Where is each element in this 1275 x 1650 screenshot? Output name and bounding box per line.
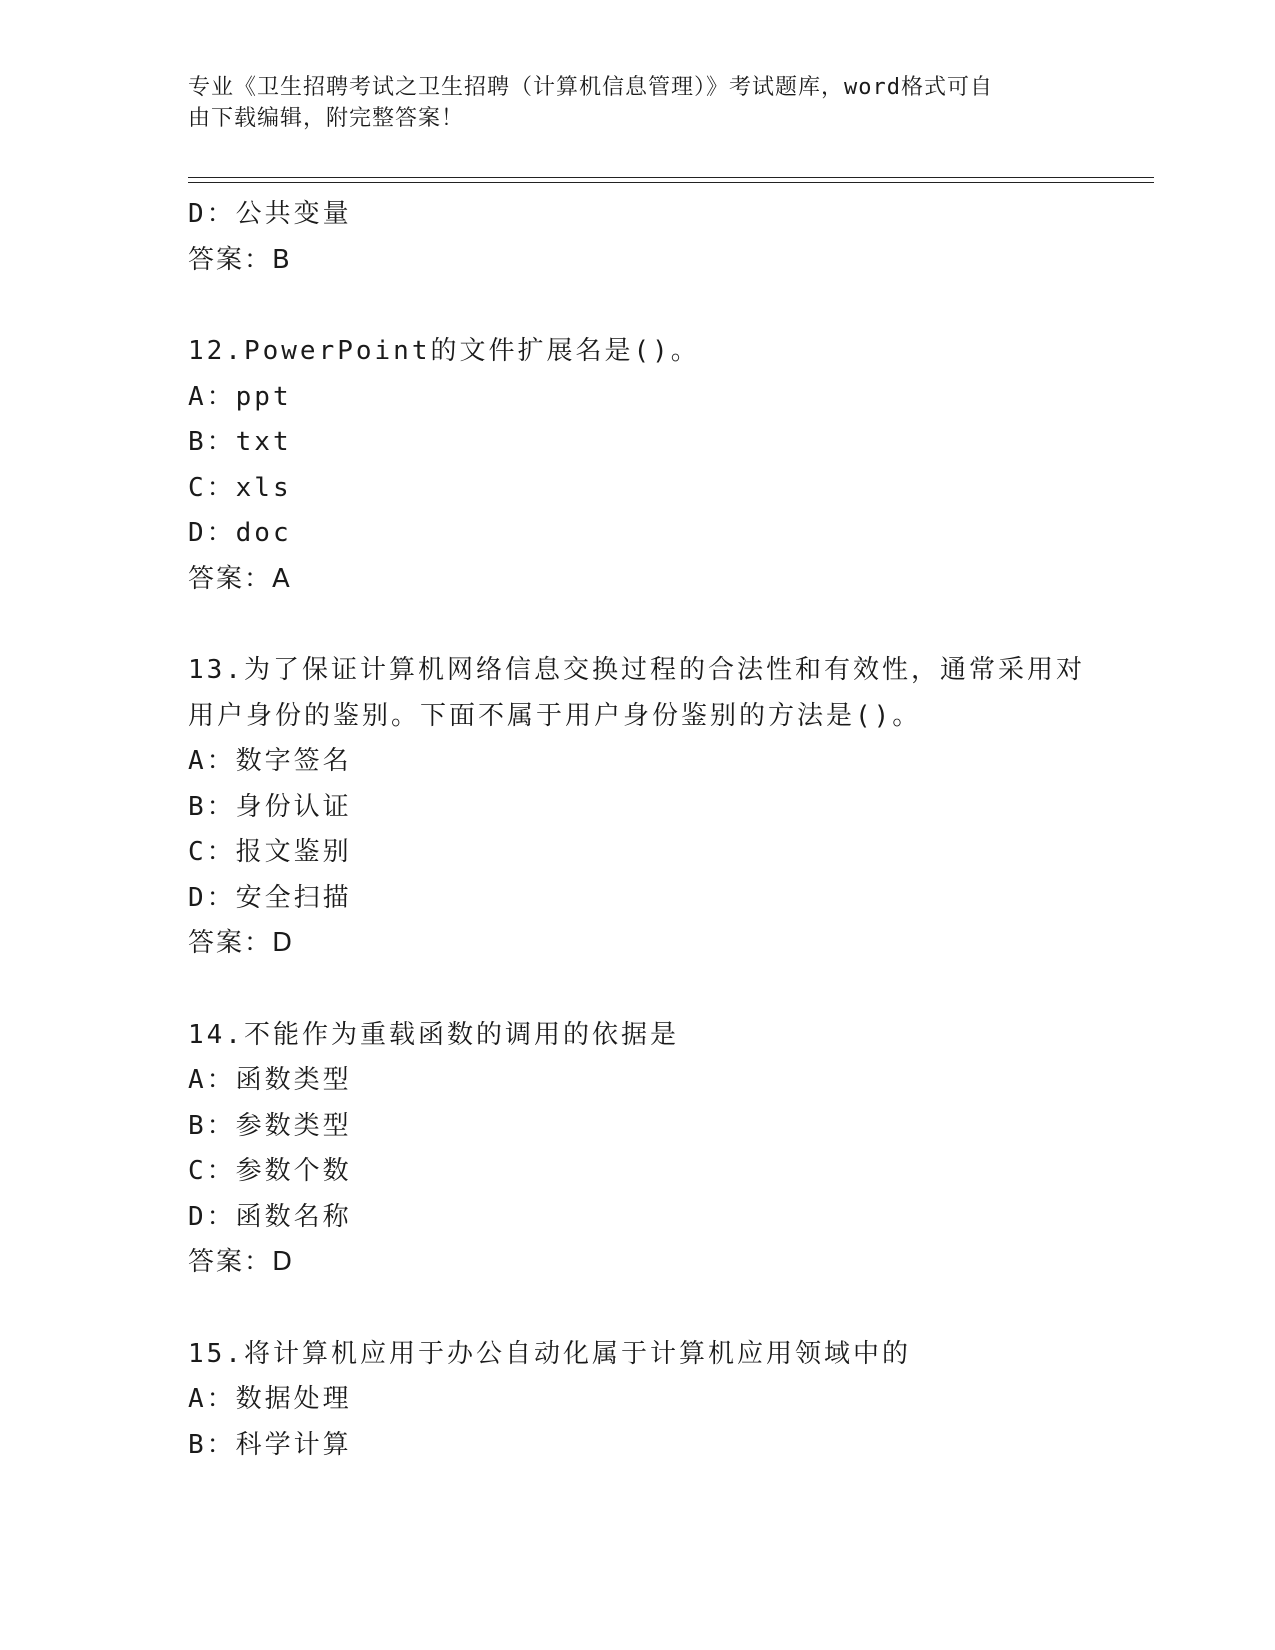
answer: 答案：D <box>188 928 295 958</box>
answer: 答案：A <box>188 563 292 594</box>
question-text: 12.PowerPoint的文件扩展名是()。 <box>188 336 700 366</box>
option-a: A：数据处理 <box>188 1384 352 1414</box>
document-header <box>188 72 1068 134</box>
option-b: B：参数类型 <box>188 1110 352 1141</box>
option-a: A：数字签名 <box>188 746 352 776</box>
question-13 <box>188 648 1088 967</box>
option-a: A：ppt <box>188 381 292 412</box>
option-d: D：doc <box>188 518 292 548</box>
option-b: B：身份认证 <box>188 791 352 822</box>
question-list <box>188 192 1088 1468</box>
question-14 <box>188 1013 1088 1286</box>
option-c: C：参数个数 <box>188 1156 352 1186</box>
question-15 <box>188 1332 1088 1469</box>
header-divider-top <box>188 177 1154 178</box>
option-d: D：公共变量 <box>188 199 352 229</box>
option-b: B：科学计算 <box>188 1429 352 1460</box>
option-a: A：函数类型 <box>188 1065 352 1095</box>
answer: 答案：B <box>188 244 292 275</box>
header-divider-bottom <box>188 182 1154 183</box>
question-text-line-1: 13.为了保证计算机网络信息交换过程的合法性和有效性，通常采用对 <box>188 655 1085 685</box>
question-text: 14.不能作为重载函数的调用的依据是 <box>188 1019 679 1050</box>
answer: 答案：D <box>188 1247 295 1277</box>
option-d: D：函数名称 <box>188 1201 352 1232</box>
option-c: C：xls <box>188 472 292 503</box>
header-line-2: 由下载编辑，附完整答案！ <box>188 106 465 131</box>
question-text: 15.将计算机应用于办公自动化属于计算机应用领域中的 <box>188 1338 911 1369</box>
option-b: B：txt <box>188 427 292 457</box>
option-d: D：安全扫描 <box>188 882 352 913</box>
question-text-line-2: 用户身份的鉴别。下面不属于用户身份鉴别的方法是()。 <box>188 700 922 731</box>
question-12 <box>188 329 1088 602</box>
option-c: C：报文鉴别 <box>188 837 352 867</box>
header-line-1: 专业《卫生招聘考试之卫生招聘（计算机信息管理）》考试题库，word格式可自 <box>188 75 993 100</box>
